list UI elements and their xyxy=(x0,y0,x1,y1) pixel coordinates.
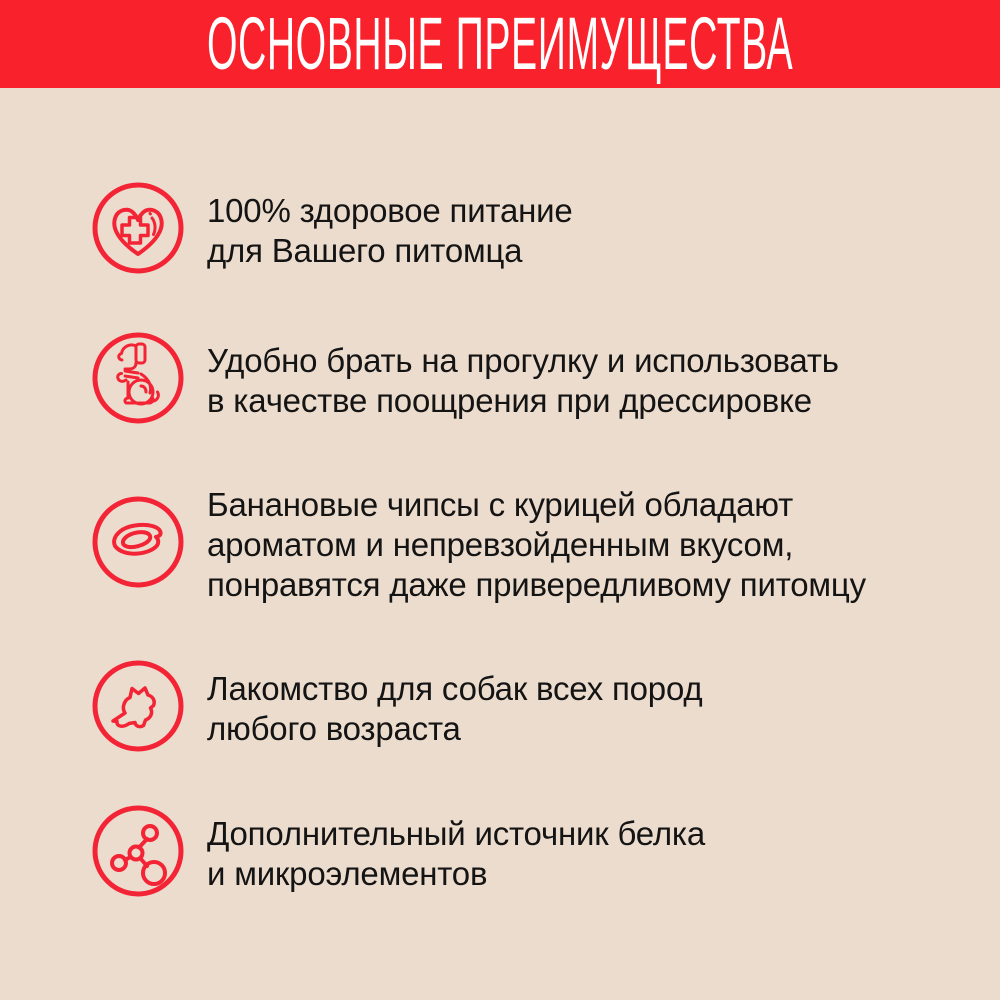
benefit-row-walk-training xyxy=(92,332,839,424)
benefit-row-protein xyxy=(92,805,705,897)
sitting-dog-icon xyxy=(92,332,184,424)
benefit-line: для Вашего питомца xyxy=(207,232,523,269)
medical-heart-icon xyxy=(92,182,184,274)
page-title: ОСНОВНЫЕ ПРЕИМУЩЕСТВА xyxy=(206,2,794,85)
benefit-text xyxy=(207,335,839,421)
benefit-row-healthy-food xyxy=(92,182,573,274)
benefit-line: Банановые чипсы с курицей обладают xyxy=(207,486,794,523)
benefit-line: ароматом и непревзойденным вкусом, xyxy=(207,526,794,563)
header-banner xyxy=(0,0,1000,88)
banana-chip-icon xyxy=(92,496,184,588)
benefit-line: и микроэлементов xyxy=(207,855,488,892)
benefit-line: Удобно брать на прогулку и использовать xyxy=(207,342,839,379)
benefit-line: в качестве поощрения при дрессировке xyxy=(207,382,812,419)
benefit-line: 100% здоровое питание xyxy=(207,192,573,229)
molecule-icon xyxy=(92,805,184,897)
benefit-text xyxy=(207,808,705,894)
benefit-line: понравятся даже привередливому питомцу xyxy=(207,566,866,603)
benefit-row-all-breeds xyxy=(92,660,702,752)
dog-silhouette-icon xyxy=(92,660,184,752)
benefit-row-taste xyxy=(92,486,866,603)
benefit-line: Дополнительный источник белка xyxy=(207,815,705,852)
benefit-line: любого возраста xyxy=(207,710,461,747)
benefit-text xyxy=(207,185,573,271)
benefit-line: Лакомство для собак всех пород xyxy=(207,670,703,707)
benefit-text xyxy=(207,663,702,749)
benefit-text xyxy=(207,479,866,605)
